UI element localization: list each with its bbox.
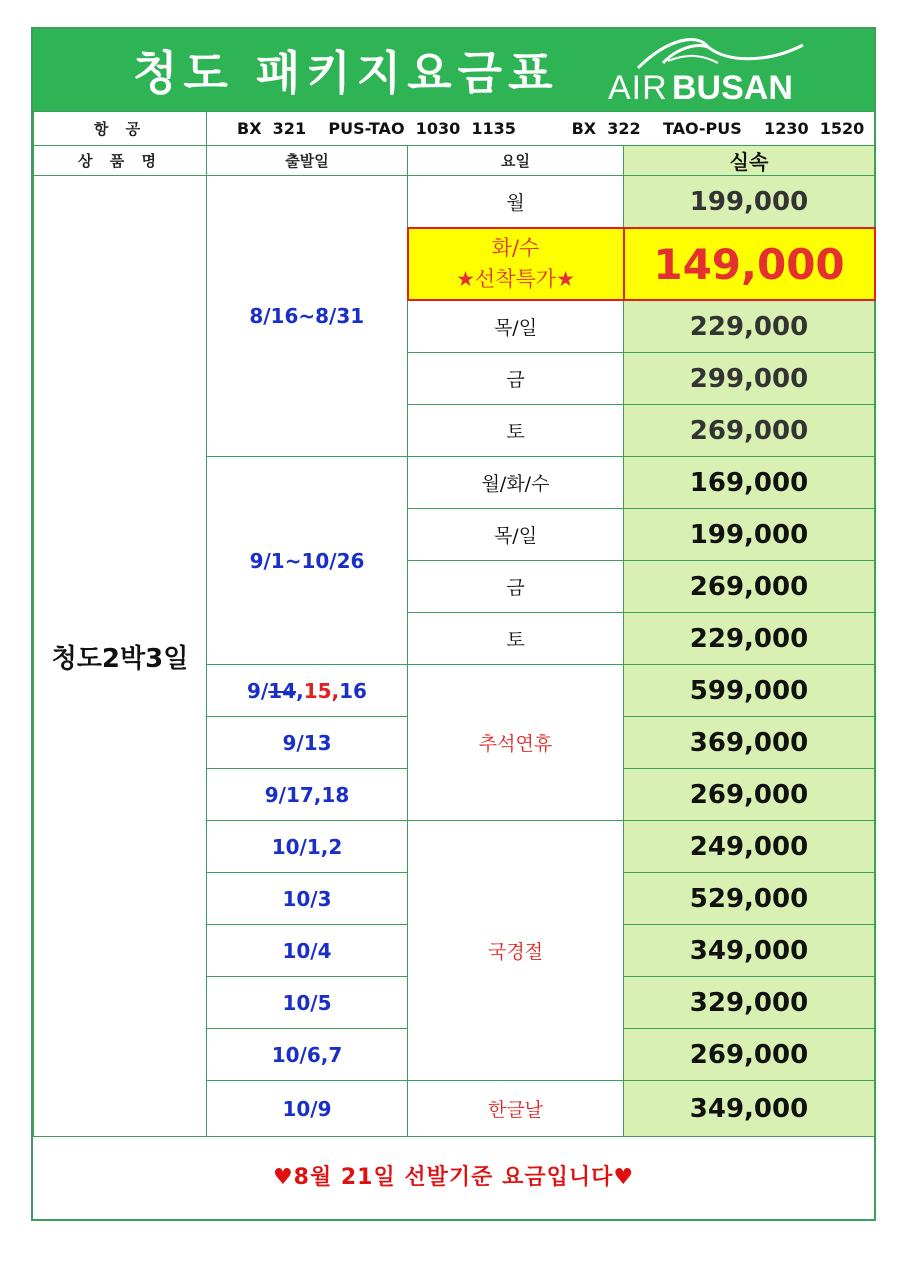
departure-date: 10/9 [207,1081,408,1137]
price: 169,000 [624,457,875,509]
date-rest: 16 [339,678,367,703]
weekday-highlight [408,228,624,300]
weekday: 목/일 [408,300,624,353]
price-highlight: 149,000 [624,228,875,300]
departure-date: 9/13 [207,717,408,769]
departure-date: 10/1,2 [207,821,408,873]
departure-date: 9/1~10/26 [207,457,408,665]
departure-date: 10/5 [207,977,408,1029]
date-sep: , [296,678,304,703]
footer-note: ♥8월 21일 선발기준 요금입니다♥ [272,1165,635,1190]
weekday: 토 [408,405,624,457]
price: 349,000 [624,925,875,977]
price: 269,000 [624,1029,875,1081]
price: 299,000 [624,353,875,405]
weekday: 금 [408,353,624,405]
holiday-label: 추석연휴 [408,665,624,821]
price: 269,000 [624,561,875,613]
flight-label: 항 공 [34,112,207,146]
price: 599,000 [624,665,875,717]
header-price: 실속 [624,146,875,176]
product-name: 청도2박3일 [34,176,207,1137]
price: 249,000 [624,821,875,873]
weekday: 화/수 [491,236,540,260]
price: 199,000 [624,176,875,229]
departure-date: 10/4 [207,925,408,977]
logo-busan-text: BUSAN [672,69,793,107]
price: 369,000 [624,717,875,769]
special-offer-note: ★선착특가★ [456,267,575,291]
departure-date: 9/17,18 [207,769,408,821]
header-departure: 출발일 [207,146,408,176]
price-table [33,111,876,1137]
price: 269,000 [624,405,875,457]
logo-air-text: AIR [608,69,668,107]
date-prefix: 9/ [247,678,269,703]
page-title: 청도 패키지요금표 [133,46,559,100]
price: 229,000 [624,613,875,665]
header-product: 상 품 명 [34,146,207,176]
weekday: 목/일 [408,509,624,561]
price: 199,000 [624,509,875,561]
weekday: 월 [408,176,624,229]
title-bar [33,29,874,111]
price-sheet [31,27,876,1221]
bird-icon [608,33,808,73]
departure-date [207,665,408,717]
air-busan-logo [608,33,808,109]
holiday-label: 국경절 [408,821,624,1081]
price: 269,000 [624,769,875,821]
flight-info: BX 321 PUS-TAO 1030 1135 BX 322 TAO-PUS 1230 1520 [207,112,875,146]
price: 229,000 [624,300,875,353]
flight-row [34,112,875,146]
table-row [34,176,875,229]
weekday: 월/화/수 [408,457,624,509]
date-struck: 14 [268,678,297,703]
departure-date: 10/3 [207,873,408,925]
departure-date: 10/6,7 [207,1029,408,1081]
header-weekday: 요일 [408,146,624,176]
weekday: 토 [408,613,624,665]
price: 529,000 [624,873,875,925]
weekday: 금 [408,561,624,613]
holiday-label: 한글날 [408,1081,624,1137]
price: 349,000 [624,1081,875,1137]
departure-date: 8/16~8/31 [207,176,408,457]
date-red: 15, [303,678,340,703]
column-header-row [34,146,875,176]
price: 329,000 [624,977,875,1029]
